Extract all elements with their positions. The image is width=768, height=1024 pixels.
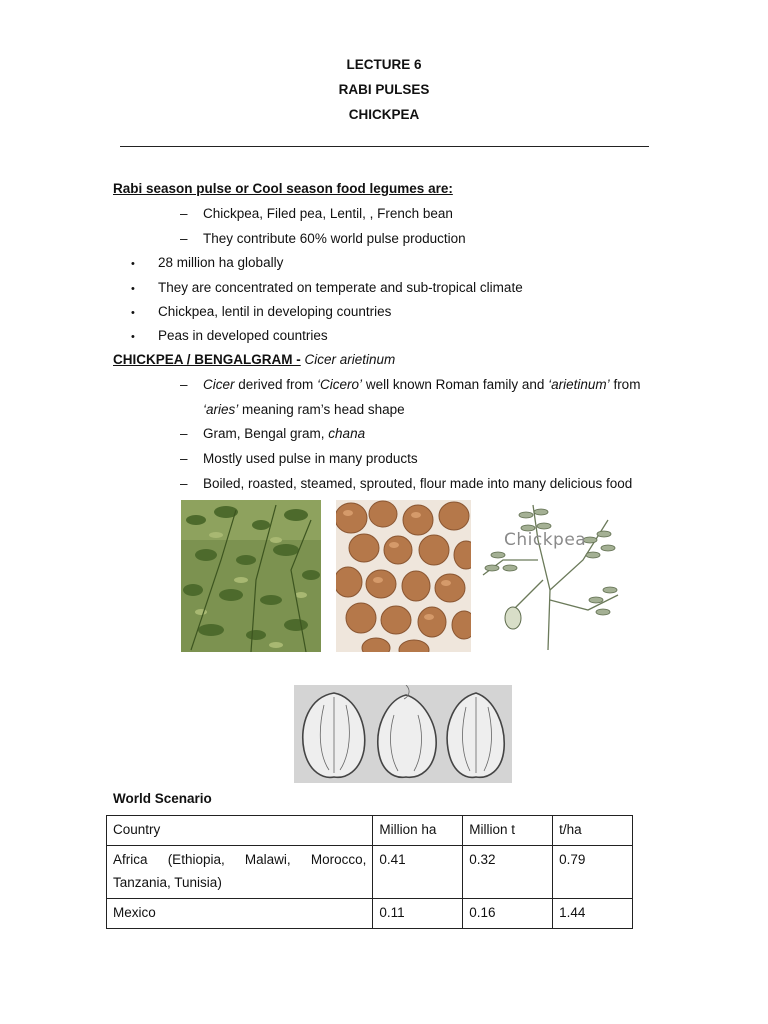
dash-marker: –: [180, 206, 188, 221]
bullet-marker: •: [131, 331, 135, 343]
dash-item: – Mostly used pulse in many products: [180, 451, 418, 466]
bullet-marker: •: [131, 307, 135, 319]
table-header-cell: Million ha: [373, 816, 463, 846]
dash-item-continuation: ‘aries’ meaning ram’s head shape: [203, 402, 405, 417]
lecture-number: LECTURE 6: [346, 57, 422, 72]
bullet-item: • They are concentrated on temperate and sub-tropical climate: [131, 280, 523, 295]
bullet-marker: •: [131, 283, 135, 295]
dash-item: – Cicer derived from ‘Cicero’ well known Roman family and ‘arietinum’ from: [180, 377, 641, 392]
dash-marker: –: [180, 426, 188, 441]
dash-item: – They contribute 60% world pulse production: [180, 231, 466, 246]
lecture-crop: CHICKPEA: [348, 107, 420, 122]
table-cell-country: Africa (Ethiopia, Malawi, Morocco, Tanzania, Tunisia): [107, 846, 373, 899]
bullet-item: • Chickpea, lentil in developing countries: [131, 304, 392, 319]
bullet-marker: •: [131, 258, 135, 270]
scientific-name: Cicer arietinum: [304, 352, 396, 367]
world-scenario-table: [106, 815, 633, 929]
chickpea-seed-drawings: [294, 685, 512, 783]
drawing-label: Chickpea: [504, 530, 587, 550]
chickpea-plant-photo: [181, 500, 321, 652]
bullet-item: • Peas in developed countries: [131, 328, 328, 343]
table-cell: 0.32: [463, 846, 553, 899]
dash-marker: –: [180, 231, 188, 246]
table-cell-country: Mexico: [107, 899, 373, 929]
lecture-topic: RABI PULSES: [338, 82, 430, 97]
table-row: [107, 899, 633, 929]
dash-marker: –: [180, 451, 188, 466]
table-header-cell: Million t: [463, 816, 553, 846]
dash-marker: –: [180, 377, 188, 392]
dash-item: – Gram, Bengal gram, chana: [180, 426, 366, 441]
table-header-cell: Country: [107, 816, 373, 846]
chickpea-heading-line: [113, 352, 395, 367]
chickpea-heading: CHICKPEA / BENGALGRAM -: [113, 352, 301, 367]
table-cell: 0.11: [373, 899, 463, 929]
table-cell: 0.79: [553, 846, 633, 899]
table-cell: 0.41: [373, 846, 463, 899]
dash-item: – Boiled, roasted, steamed, sprouted, flour made into many delicious food: [180, 476, 633, 491]
dash-marker: –: [180, 476, 188, 491]
header-divider: [120, 146, 649, 147]
table-row: [107, 846, 633, 899]
chickpea-drawing: [478, 500, 626, 652]
dash-item: – Chickpea, Filed pea, Lentil, , French bean: [180, 206, 453, 221]
rabi-heading: Rabi season pulse or Cool season food legumes are:: [113, 181, 453, 196]
table-cell: 0.16: [463, 899, 553, 929]
world-scenario-heading: World Scenario: [113, 791, 212, 806]
chickpea-seeds-photo: [336, 500, 471, 652]
table-header-row: [107, 816, 633, 846]
table-header-cell: t/ha: [553, 816, 633, 846]
bullet-item: • 28 million ha globally: [131, 255, 284, 270]
table-cell: 1.44: [553, 899, 633, 929]
